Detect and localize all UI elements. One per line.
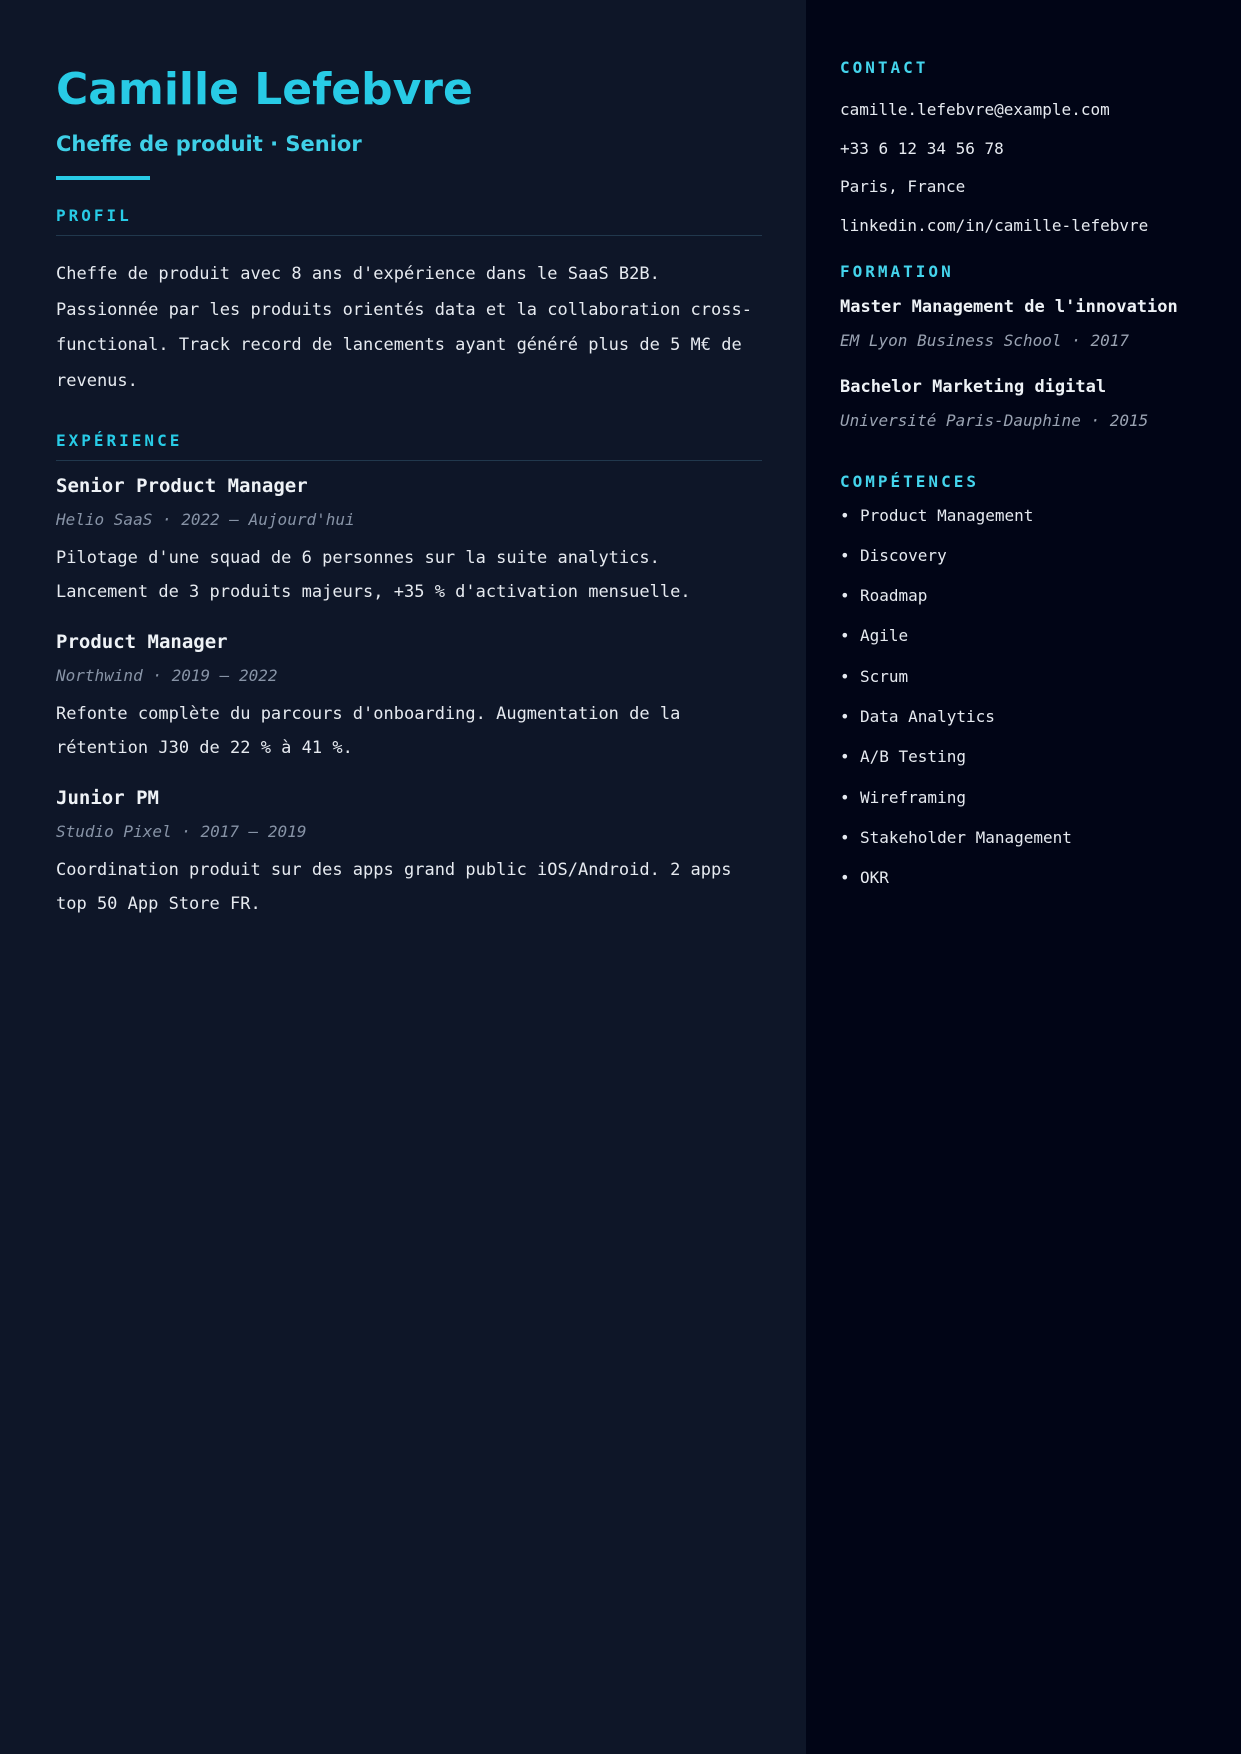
skill-item xyxy=(840,626,1221,646)
contact-phone[interactable]: +33 6 12 34 56 78 xyxy=(840,138,1004,158)
skill-item xyxy=(840,667,1221,687)
bullet-icon: • xyxy=(840,545,850,565)
sidebar-column xyxy=(806,0,1241,1754)
bullet-icon: • xyxy=(840,505,850,525)
bullet-icon: • xyxy=(840,626,850,646)
contact-location: Paris, France xyxy=(840,177,966,196)
experience-meta: Studio Pixel · 2017 — 2019 xyxy=(56,822,307,841)
skill-label: Roadmap xyxy=(860,586,928,606)
section-rule xyxy=(56,235,762,236)
skill-label: Scrum xyxy=(860,666,909,686)
section-rule xyxy=(56,460,762,461)
skill-item xyxy=(840,868,1221,888)
contact-email[interactable]: camille.lefebvre@example.com xyxy=(840,100,1110,119)
section-title-contact: CONTACT xyxy=(840,58,929,77)
section-title-profile: PROFIL xyxy=(56,206,132,225)
experience-entry xyxy=(56,473,762,609)
bullet-icon: • xyxy=(840,706,850,726)
bullet-icon: • xyxy=(840,666,850,686)
skill-item xyxy=(840,546,1221,566)
education-title: Master Management de l'innovation xyxy=(840,296,1178,317)
experience-meta: Northwind · 2019 — 2022 xyxy=(56,666,278,685)
accent-divider xyxy=(56,176,150,180)
experience-title: Junior PM xyxy=(56,787,159,809)
skill-label: Agile xyxy=(860,626,909,646)
experience-entry xyxy=(56,629,762,765)
experience-description: Pilotage d'une squad de 6 personnes sur la suite analytics. Lancement de 3 produits majeurs, +35 % d'activation mensuelle. xyxy=(56,548,691,602)
education-entry xyxy=(840,296,1221,352)
section-title-skills: COMPÉTENCES xyxy=(840,471,979,491)
bullet-icon: • xyxy=(840,747,850,767)
skill-label: Stakeholder Management xyxy=(860,827,1072,847)
experience-entry xyxy=(56,785,762,921)
skill-item xyxy=(840,506,1221,526)
skill-item xyxy=(840,707,1221,727)
skills-list xyxy=(840,506,1221,889)
candidate-name: Camille Lefebvre xyxy=(56,64,473,115)
experience-description: Refonte complète du parcours d'onboarding. Augmentation de la rétention J30 de 22 % à 41 %. xyxy=(56,704,681,758)
skill-label: Discovery xyxy=(860,545,947,565)
bullet-icon: • xyxy=(840,586,850,606)
skill-label: Wireframing xyxy=(860,787,966,807)
bullet-icon: • xyxy=(840,827,850,847)
skill-item xyxy=(840,586,1221,606)
education-meta: Université Paris-Dauphine · 2015 xyxy=(840,410,1149,430)
skill-item xyxy=(840,747,1221,767)
experience-title: Product Manager xyxy=(56,631,228,653)
skill-label: Product Management xyxy=(860,505,1034,525)
education-meta: EM Lyon Business School · 2017 xyxy=(840,330,1129,350)
skill-label: OKR xyxy=(860,868,889,888)
skill-item xyxy=(840,828,1221,848)
contact-list xyxy=(840,100,1221,236)
skill-label: A/B Testing xyxy=(860,747,966,767)
skill-item xyxy=(840,788,1221,808)
experience-description: Coordination produit sur des apps grand public iOS/Android. 2 apps top 50 App Store FR. xyxy=(56,860,732,914)
section-title-education: FORMATION xyxy=(840,261,954,281)
bullet-icon: • xyxy=(840,787,850,807)
section-title-experience: EXPÉRIENCE xyxy=(56,431,183,450)
contact-linkedin[interactable]: linkedin.com/in/camille-lefebvre xyxy=(840,215,1149,235)
education-title: Bachelor Marketing digital xyxy=(840,376,1107,397)
experience-list xyxy=(56,473,762,921)
job-title-subtitle: Cheffe de produit · Senior xyxy=(56,132,362,156)
skill-label: Data Analytics xyxy=(860,706,995,726)
education-entry xyxy=(840,376,1221,432)
experience-meta: Helio SaaS · 2022 — Aujourd'hui xyxy=(56,510,355,529)
experience-title: Senior Product Manager xyxy=(56,475,308,497)
profile-text: Cheffe de produit avec 8 ans d'expérience dans le SaaS B2B. Passionnée par les produits orientés data et la collaboration cross-functional. Track record de lancements ayant généré plus de 5 M€ de revenus. xyxy=(56,264,752,391)
bullet-icon: • xyxy=(840,868,850,888)
